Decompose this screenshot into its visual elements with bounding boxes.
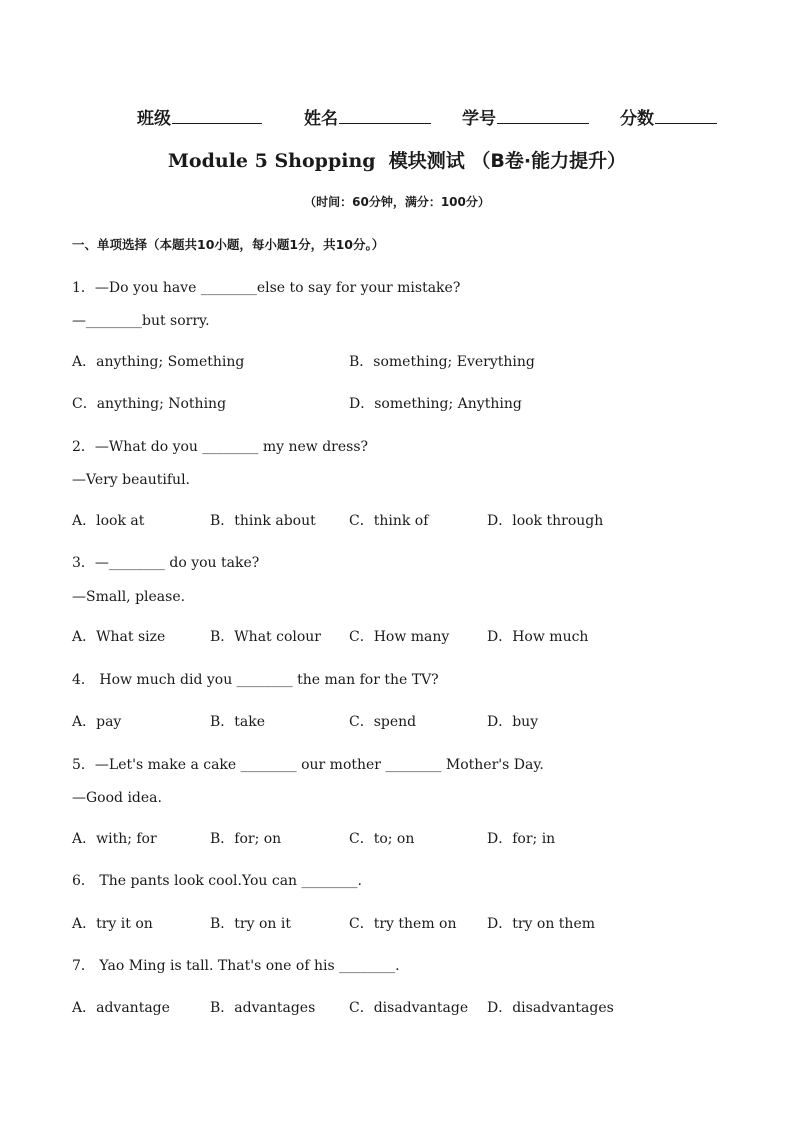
number-field	[462, 104, 589, 129]
question-1-option-b[interactable]: B．something; Everything	[349, 354, 535, 370]
question-3-option-d[interactable]: D．How much	[487, 629, 589, 645]
name-blank[interactable]	[339, 106, 431, 124]
question-4-option-d[interactable]: D．buy	[487, 714, 539, 730]
question-5-option-a[interactable]: A．with; for	[72, 831, 157, 847]
question-5-stem: 5．—Let's make a cake ________ our mother ________ Mother's Day.	[72, 757, 544, 773]
question-3-stem: 3．—________ do you take?	[72, 555, 260, 571]
question-2-option-a[interactable]: A．look at	[72, 513, 145, 529]
exam-time-score: （时间：60分钟，满分：100分）	[304, 195, 490, 209]
question-2-response: —Very beautiful.	[72, 472, 191, 488]
question-1-option-d[interactable]: D．something; Anything	[349, 396, 522, 412]
question-1-stem: 1．—Do you have ________else to say for your mistake?	[72, 280, 461, 296]
question-6-option-d[interactable]: D．try on them	[487, 916, 596, 932]
question-4-option-c[interactable]: C．spend	[349, 714, 417, 730]
question-7-option-d[interactable]: D．disadvantages	[487, 1000, 614, 1016]
question-3-option-c[interactable]: C．How many	[349, 629, 450, 645]
question-6-option-a[interactable]: A．try it on	[72, 916, 153, 932]
score-field	[620, 104, 717, 129]
question-3-option-b[interactable]: B．What colour	[210, 629, 322, 645]
question-5-option-d[interactable]: D．for; in	[487, 831, 556, 847]
score-blank[interactable]	[655, 106, 717, 124]
question-5-option-c[interactable]: C．to; on	[349, 831, 415, 847]
number-blank[interactable]	[497, 106, 589, 124]
class-field	[137, 104, 262, 129]
question-4-stem: 4． How much did you ________ the man for the TV?	[72, 672, 439, 688]
question-2-option-d[interactable]: D．look through	[487, 513, 604, 529]
question-2-option-b[interactable]: B．think about	[210, 513, 316, 529]
question-4-option-b[interactable]: B．take	[210, 714, 266, 730]
score-label: 分数	[620, 109, 654, 129]
question-1-response: —________but sorry.	[72, 313, 210, 329]
question-2-stem: 2．—What do you ________ my new dress?	[72, 439, 369, 455]
section-title: 一、单项选择（本题共10小题，每小题1分，共10分。）	[72, 237, 385, 252]
question-7-option-c[interactable]: C．disadvantage	[349, 1000, 469, 1016]
question-3-option-a[interactable]: A．What size	[72, 629, 166, 645]
question-1-option-a[interactable]: A．anything; Something	[72, 354, 245, 370]
class-label: 班级	[137, 109, 171, 129]
page-title	[0, 146, 794, 173]
question-6-option-b[interactable]: B．try on it	[210, 916, 291, 932]
title-chinese: 模块测试 （B卷·能力提升）	[388, 150, 627, 172]
question-7-option-a[interactable]: A．advantage	[72, 1000, 170, 1016]
question-7-stem: 7． Yao Ming is tall. That's one of his ________.	[72, 958, 400, 974]
question-2-option-c[interactable]: C．think of	[349, 513, 429, 529]
question-5-response: —Good idea.	[72, 790, 162, 806]
question-1-option-c[interactable]: C．anything; Nothing	[72, 396, 227, 412]
number-label: 学号	[462, 109, 496, 129]
title-english: Module 5 Shopping	[167, 150, 376, 172]
question-6-option-c[interactable]: C．try them on	[349, 916, 457, 932]
question-3-response: —Small, please.	[72, 589, 186, 605]
question-4-option-a[interactable]: A．pay	[72, 714, 122, 730]
question-5-option-b[interactable]: B．for; on	[210, 831, 282, 847]
question-6-stem: 6． The pants look cool.You can ________.	[72, 873, 362, 889]
question-7-option-b[interactable]: B．advantages	[210, 1000, 316, 1016]
class-blank[interactable]	[172, 106, 262, 124]
name-field	[304, 104, 431, 129]
name-label: 姓名	[304, 109, 338, 129]
